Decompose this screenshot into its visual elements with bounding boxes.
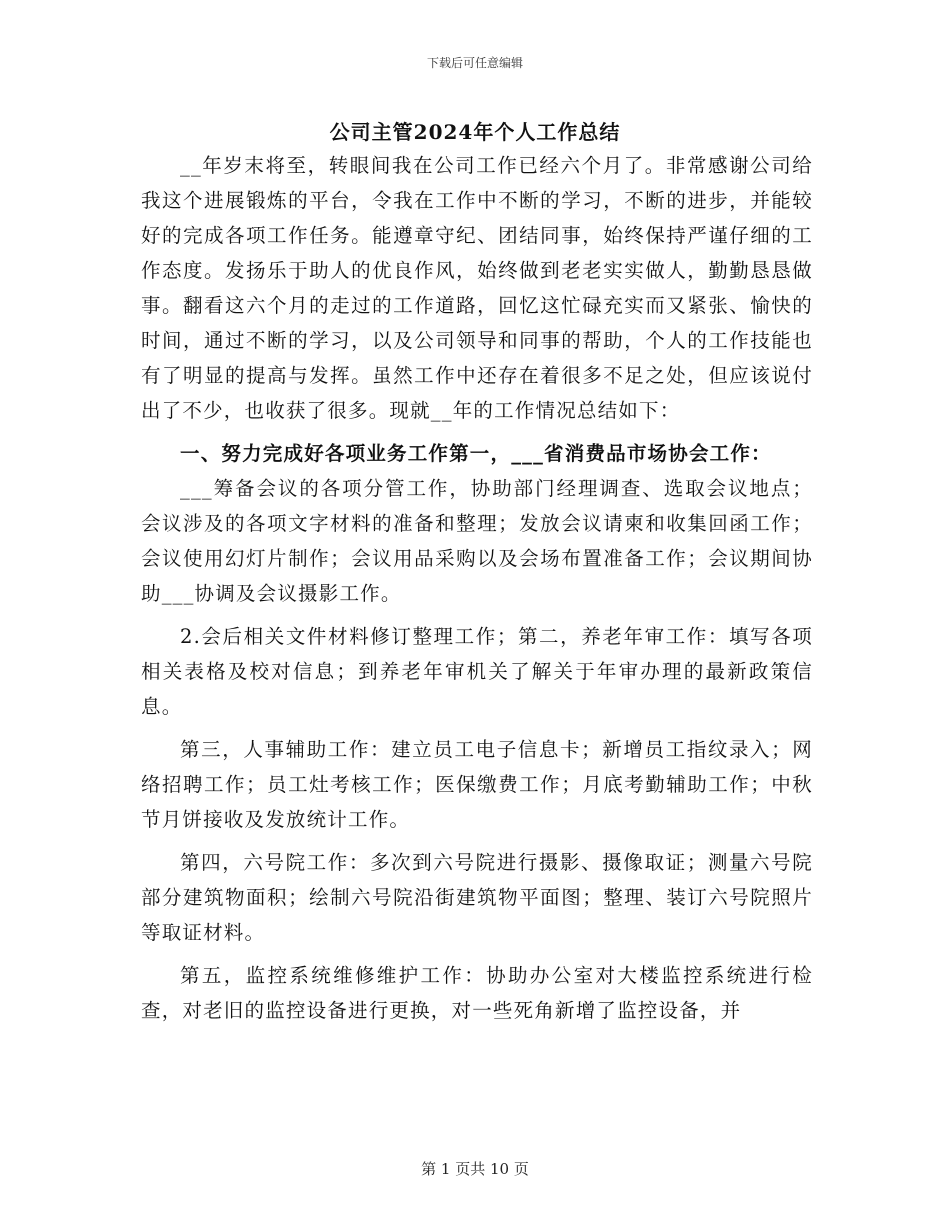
paragraph-meeting-prep: ___筹备会议的各项分管工作，协助部门经理调查、选取会议地点；会议涉及的各项文字材料的准备和整理；发放会议请柬和收集回函工作；会议使用幻灯片制作；会议用品采购以及会场布置准备工作；会议期间协助___协调及会议摄影工作。 — [141, 477, 813, 605]
page-footer: 第 1 页共 10 页 — [421, 1160, 529, 1178]
paragraph-intro: __年岁末将至，转眼间我在公司工作已经六个月了。非常感谢公司给我这个进展锻炼的平台，令我在工作中不断的学习，不断的进步，并能较好的完成各项工作任务。能遵章守纪、团结同事，始终保持严谨仔细的工作态度。发扬乐于助人的优良作风，始终做到老老实实做人，勤勤恳恳做事。翻看这六个月的走过的工作道路，回忆这忙碌充实而又紧张、愉快的时间，通过不断的学习，以及公司领导和同事的帮助，个人的工作技能也有了明显的提高与发挥。虽然工作中还存在着很多不足之处，但应该说付出了不少，也收获了很多。现就__年的工作情况总结如下： — [141, 154, 813, 422]
paragraph-monitoring: 第五，监控系统维修维护工作：协助办公室对大楼监控系统进行检查，对老旧的监控设备进行更换，对一些死角新增了监控设备，并 — [141, 964, 813, 1022]
paragraph-post-meeting: 2.会后相关文件材料修订整理工作；第二，养老年审工作：填写各项相关表格及校对信息；到养老年审机关了解关于年审办理的最新政策信息。 — [141, 625, 813, 718]
paragraph-courtyard-six: 第四，六号院工作：多次到六号院进行摄影、摄像取证；测量六号院部分建筑物面积；绘制六号院沿街建筑物平面图；整理、装订六号院照片等取证材料。 — [141, 851, 813, 944]
document-title: 公司主管2024年个人工作总结 — [329, 120, 621, 144]
document-body — [141, 148, 813, 1028]
paragraph-hr-support: 第三，人事辅助工作：建立员工电子信息卡；新增员工指纹录入；网络招聘工作；员工灶考核工作；医保缴费工作；月底考勤辅助工作；中秋节月饼接收及发放统计工作。 — [141, 738, 813, 831]
section-heading-1: 一、努力完成好各项业务工作第一，___省消费品市场协会工作： — [180, 442, 772, 465]
header-note: 下载后可任意编辑 — [426, 56, 523, 70]
